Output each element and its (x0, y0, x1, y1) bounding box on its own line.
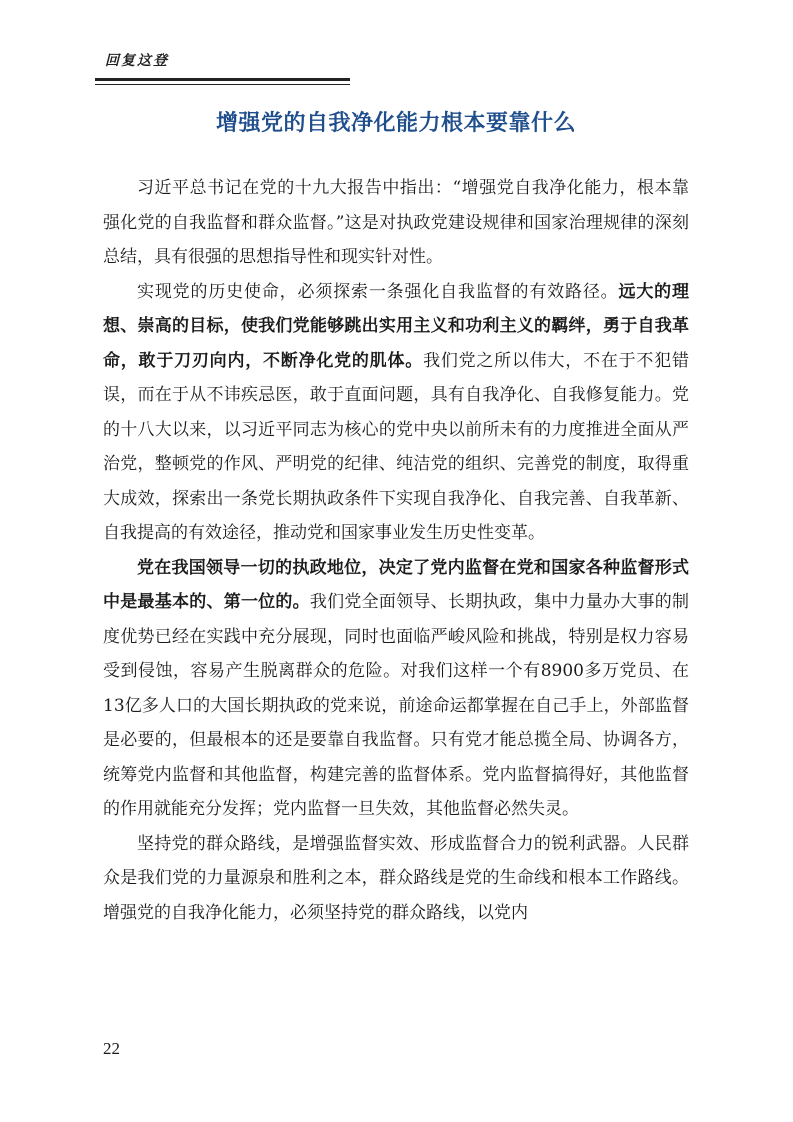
section-label: 回复这登 (105, 53, 169, 69)
paragraph-1 (103, 171, 689, 275)
paragraph-text: 坚持党的群众路线，是增强监督实效、形成监督合力的锐利武器。人民群众是我们党的力量源泉和胜利之本，群众路线是党的生命线和根本工作路线。增强党的自我净化能力，必须坚持党的群众路线，以党内 (103, 833, 689, 923)
paragraph-emphasis: 远大的理想、崇高的目标，使我们党能够跳出实用主义和功利主义的羁绊，勇于自我革命，敢于刀刃向内，不断净化党的肌体。 (103, 281, 689, 371)
paragraph-text: 习近平总书记在党的十九大报告中指出：“增强党自我净化能力，根本靠强化党的自我监督和群众监督。”这是对执政党建设规律和国家治理规律的深刻总结，具有很强的思想指导性和现实针对性。 (103, 178, 689, 267)
paragraph-text: 我们党之所以伟大，不在于不犯错误，而在于从不讳疾忌医，敢于直面问题，具有自我净化、自我修复能力。党的十八大以来，以习近平同志为核心的党中央以前所未有的力度推进全面从严治党，整顿党的作风、严明党的纪律、纯洁党的组织、完善党的制度，取得重大成效，探索出一条党长期执政条件下实现自我净化、自我完善、自我革新、自我提高的有效途径，推动党和国家事业发生历史性变革。 (103, 350, 689, 543)
page-number: 22 (103, 1039, 120, 1058)
paragraph-emphasis: 党在我国领导一切的执政地位，决定了党内监督在党和国家各种监督形式中是最基本的、第一位的。 (103, 557, 689, 612)
paragraph-3 (103, 551, 689, 827)
article-body (103, 171, 689, 930)
paragraph-2 (103, 275, 689, 551)
header-rule-thin (95, 84, 350, 85)
paragraph-lead-text: 实现党的历史使命，必须探索一条强化自我监督的有效路径。 (137, 281, 619, 302)
article-title: 增强党的自我净化能力根本要靠什么 (215, 110, 576, 136)
paragraph-text: 我们党全面领导、长期执政，集中力量办大事的制度优势已经在实践中充分展现，同时也面临严峻风险和挑战，特别是权力容易受到侵蚀，容易产生脱离群众的危险。对我们这样一个有8900多万党员、在13亿多人口的大国长期执政的党来说，前途命运都掌握在自己手上，外部监督是必要的，但最根本的还是要靠自我监督。只有党才能总揽全局、协调各方，统筹党内监督和其他监督，构建完善的监督体系。党内监督搞得好，其他监督的作用就能充分发挥；党内监督一旦失效，其他监督必然失灵。 (103, 592, 690, 819)
header-rule-thick (95, 78, 350, 81)
paragraph-4 (103, 827, 689, 931)
